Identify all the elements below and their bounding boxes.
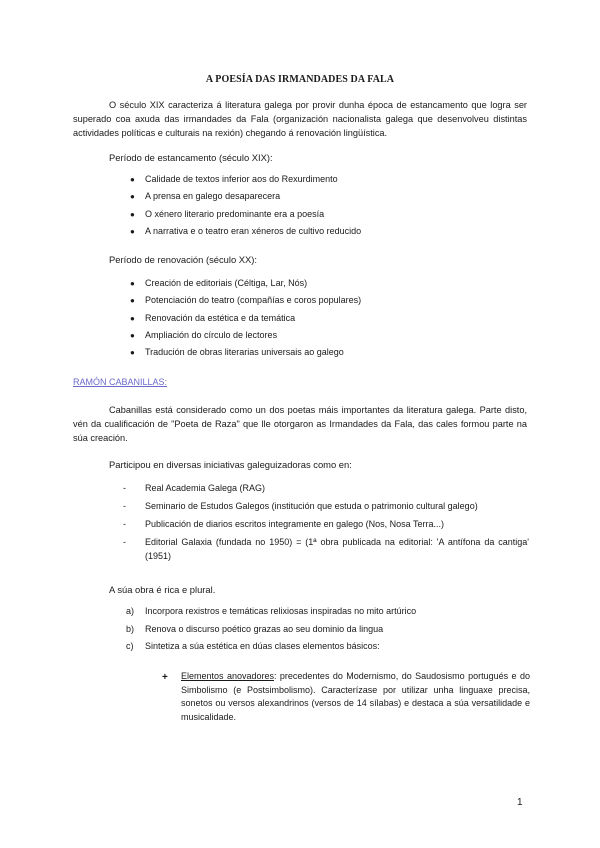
dash-marker: -	[123, 501, 126, 511]
cabanillas-paragraph: Cabanillas está considerado como un dos poetas máis importantes da literatura galega. Parte disto, vén da cualificación de "Poeta de Raza" que lle otorgaron as Irmandades da Fala, das cales formou parte na súa creación.	[73, 405, 527, 443]
page-number: 1	[517, 797, 523, 808]
list-marker: b)	[126, 623, 135, 634]
bullet-icon: ●	[130, 330, 135, 340]
bullet-icon: ●	[130, 226, 135, 236]
bullet-icon: ●	[130, 296, 135, 306]
page-title: A POESÍA DAS IRMANDADES DA FALA	[205, 74, 395, 85]
list-item: ● O xénero literario predominante era a poesía	[109, 206, 529, 223]
list-marker: a)	[126, 606, 135, 616]
elementos-text: : precedentes do Modernismo, do Saudosismo portugués e do Simbolismo (e Postsimbolismo). Caracterízase por utilizar unha linguaxe precisa, sonetos ou versos alexandrinos (versos de 14 sílabas) e destaca a súa versatilidade e musicalidade.	[181, 671, 530, 722]
list-marker: c)	[126, 641, 134, 651]
list-item: ● Tradución de obras literarias universais ao galego	[109, 344, 529, 361]
plus-marker: +	[162, 672, 168, 683]
list-item: b) Renova o discurso poético grazas ao seu dominio da lingua	[123, 621, 529, 639]
obra-heading: A súa obra é rica e plural.	[109, 584, 216, 595]
list-item: ● Creación de editoriais (Céltiga, Lar, Nós)	[109, 275, 529, 292]
section-link-cabanillas[interactable]: RAMÓN CABANILLAS:	[73, 377, 168, 387]
list-item: - Seminario de Estudos Galegos (institución que estuda o patrimonio cultural galego)	[123, 501, 478, 511]
bullet-icon: ●	[130, 192, 135, 202]
obra-list	[123, 603, 529, 656]
list-item: ● Calidade de textos inferior aos do Rexurdimento	[109, 171, 529, 188]
participou-heading: Participou en diversas iniciativas galeguizadoras como en:	[109, 459, 352, 470]
estancamento-heading: Período de estancamento (século XIX):	[109, 152, 273, 163]
elementos-paragraph	[181, 670, 530, 724]
list-item: c) Sintetiza a súa estética en dúas clases elementos básicos:	[123, 638, 529, 656]
list-item: a) Incorpora rexistros e temáticas relixiosas inspiradas no mito artúrico	[123, 603, 529, 621]
participou-list	[123, 481, 529, 567]
dash-marker: -	[123, 537, 126, 547]
bullet-icon: ●	[130, 279, 135, 288]
renovacion-list	[109, 275, 529, 361]
dash-marker: -	[123, 519, 126, 529]
list-item: ● A narrativa e o teatro eran xéneros de cultivo reducido	[109, 223, 529, 240]
list-item: ● A prensa en galego desaparecera	[109, 188, 529, 205]
renovacion-heading: Período de renovación (século XX):	[109, 254, 257, 265]
list-item: - Real Academia Galega (RAG)	[123, 483, 266, 493]
list-item: ● Potenciación do teatro (compañías e coros populares)	[109, 292, 529, 309]
bullet-icon: ●	[130, 209, 135, 219]
list-item: - Publicación de diarios escritos integramente en galego (Nos, Nosa Terra...)	[123, 519, 444, 529]
estancamento-list	[109, 171, 529, 240]
dash-marker: -	[123, 483, 126, 493]
list-item: ● Renovación da estética e da temática	[109, 310, 529, 327]
bullet-icon: ●	[130, 348, 135, 358]
elementos-term: Elementos anovadores	[181, 671, 274, 681]
list-item: ● Ampliación do círculo de lectores	[109, 327, 529, 344]
list-item: - Editorial Galaxia (fundada no 1950) = (1ª obra publicada na editorial: 'A antífona da cantiga' (1951)	[123, 537, 529, 561]
bullet-icon: ●	[130, 175, 135, 184]
intro-paragraph: O século XIX caracteriza á literatura galega por provir dunha época de estancamento que logra ser superado coa axuda das irmandades da Fala (organización nacionalista galega que desenvolveu distintas actividades políticas e culturais na rexión) chegando á renovación lingüística.	[73, 100, 527, 138]
bullet-icon: ●	[130, 313, 135, 323]
